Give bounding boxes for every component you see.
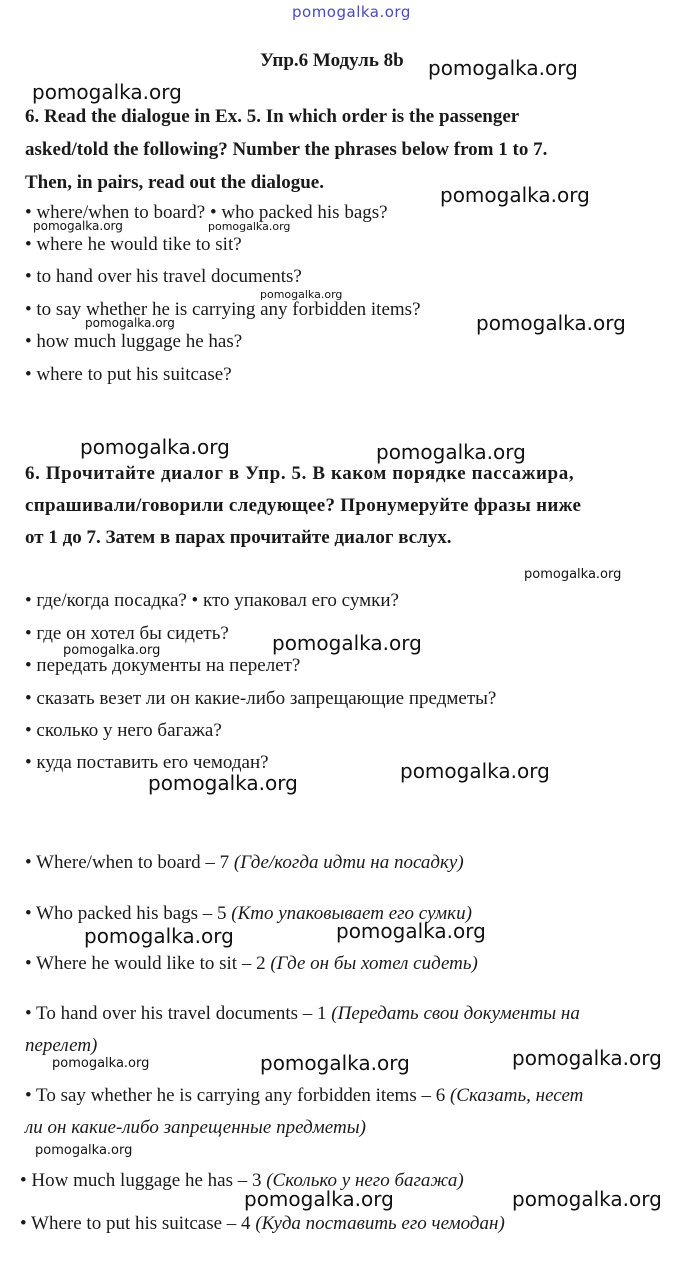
watermark[interactable]: pomogalka.org [85,316,175,330]
watermark[interactable]: pomogalka.org [260,1051,410,1075]
en-list-item: • how much luggage he has? [25,331,243,352]
answer-item [25,852,464,874]
answer-en: • How much luggage he has – 3 [20,1170,267,1191]
watermark[interactable]: pomogalka.org [244,1187,394,1211]
watermark[interactable]: pomogalka.org [512,1187,662,1211]
watermark[interactable]: pomogalka.org [52,1056,150,1071]
answer-item [25,1003,580,1025]
watermark[interactable]: pomogalka.org [32,80,182,104]
watermark[interactable]: pomogalka.org [260,288,343,301]
en-list-item: • to say whether he is carrying any forbidden items? [25,299,421,320]
en-instruction-line-1: 6. Read the dialogue in Ex. 5. In which order is the passenger [25,106,520,127]
watermark[interactable]: pomogalka.org [512,1046,662,1070]
watermark-top[interactable]: pomogalka.org [292,3,411,21]
en-list-item: • where he would tike to sit? [25,234,242,255]
watermark[interactable]: pomogalka.org [33,219,123,233]
answer-en: • Who packed his bags – 5 [25,903,232,924]
watermark[interactable]: pomogalka.org [208,220,291,233]
answer-ru: (Кто упаковывает его сумки) [231,903,472,924]
watermark[interactable]: pomogalka.org [376,440,526,464]
watermark[interactable]: pomogalka.org [35,1143,133,1158]
en-instruction-line-3: Then, in pairs, read out the dialogue. [25,172,324,193]
answer-en: • To say whether he is carrying any forbidden items – 6 [25,1085,450,1106]
watermark[interactable]: pomogalka.org [272,631,422,655]
answer-item [20,1213,505,1235]
ru-instruction-line-2: спрашивали/говорили следующее? Пронумеруйте фразы ниже [25,495,582,516]
answer-ru: (Сколько у него багажа) [266,1170,464,1191]
ru-list-item: • куда поставить его чемодан? [25,752,269,773]
answer-ru-cont: ли он какие-либо запрещенные предметы) [25,1117,366,1138]
answer-ru: (Сказать, несет [449,1085,584,1106]
ru-list-item: • сколько у него багажа? [25,720,222,741]
ru-list-item: • сказать везет ли он какие-либо запрещающие предметы? [25,688,497,709]
ru-instruction-line-3: от 1 до 7. Затем в парах прочитайте диалог вслух. [25,527,452,548]
answer-ru: (Передать свои документы на [331,1003,580,1024]
watermark[interactable]: pomogalka.org [440,183,590,207]
answer-item [25,1085,583,1107]
watermark[interactable]: pomogalka.org [476,311,626,335]
ru-list-item: • где он хотел бы сидеть? [25,623,229,644]
en-list-item: • where to put his suitcase? [25,364,232,385]
en-instruction-line-2: asked/told the following? Number the phrases below from 1 to 7. [25,139,548,160]
watermark[interactable]: pomogalka.org [80,435,230,459]
en-list-item: • where/when to board? • who packed his bags? [25,202,388,223]
answer-ru-cont: перелет) [25,1035,98,1056]
answer-ru: (Где он бы хотел сидеть) [270,953,478,974]
watermark[interactable]: pomogalka.org [84,924,234,948]
answer-item [20,1170,464,1192]
ru-list-item: • где/когда посадка? • кто упаковал его сумки? [25,590,399,611]
watermark[interactable]: pomogalka.org [524,567,622,582]
ru-instruction-line-1: 6. Прочитайте диалог в Упр. 5. В каком порядке пассажира, [25,463,575,484]
watermark[interactable]: pomogalka.org [336,919,486,943]
answer-en: • Where to put his suitcase – 4 [20,1213,256,1234]
ru-list-item: • передать документы на перелет? [25,655,301,676]
answer-en: • To hand over his travel documents – 1 [25,1003,332,1024]
answer-ru: (Куда поставить его чемодан) [255,1213,505,1234]
answer-en: • Where he would like to sit – 2 [25,953,271,974]
answer-en: • Where/when to board – 7 [25,852,234,873]
en-list-item: • to hand over his travel documents? [25,266,302,287]
answer-continuation [25,1035,97,1057]
answer-ru: (Где/когда идти на посадку) [233,852,464,873]
page-title: Упр.6 Модуль 8b [260,50,404,71]
watermark[interactable]: pomogalka.org [148,771,298,795]
answer-continuation [25,1117,366,1139]
answer-item [25,953,478,975]
watermark[interactable]: pomogalka.org [400,759,550,783]
watermark[interactable]: pomogalka.org [63,643,161,658]
watermark[interactable]: pomogalka.org [428,56,578,80]
